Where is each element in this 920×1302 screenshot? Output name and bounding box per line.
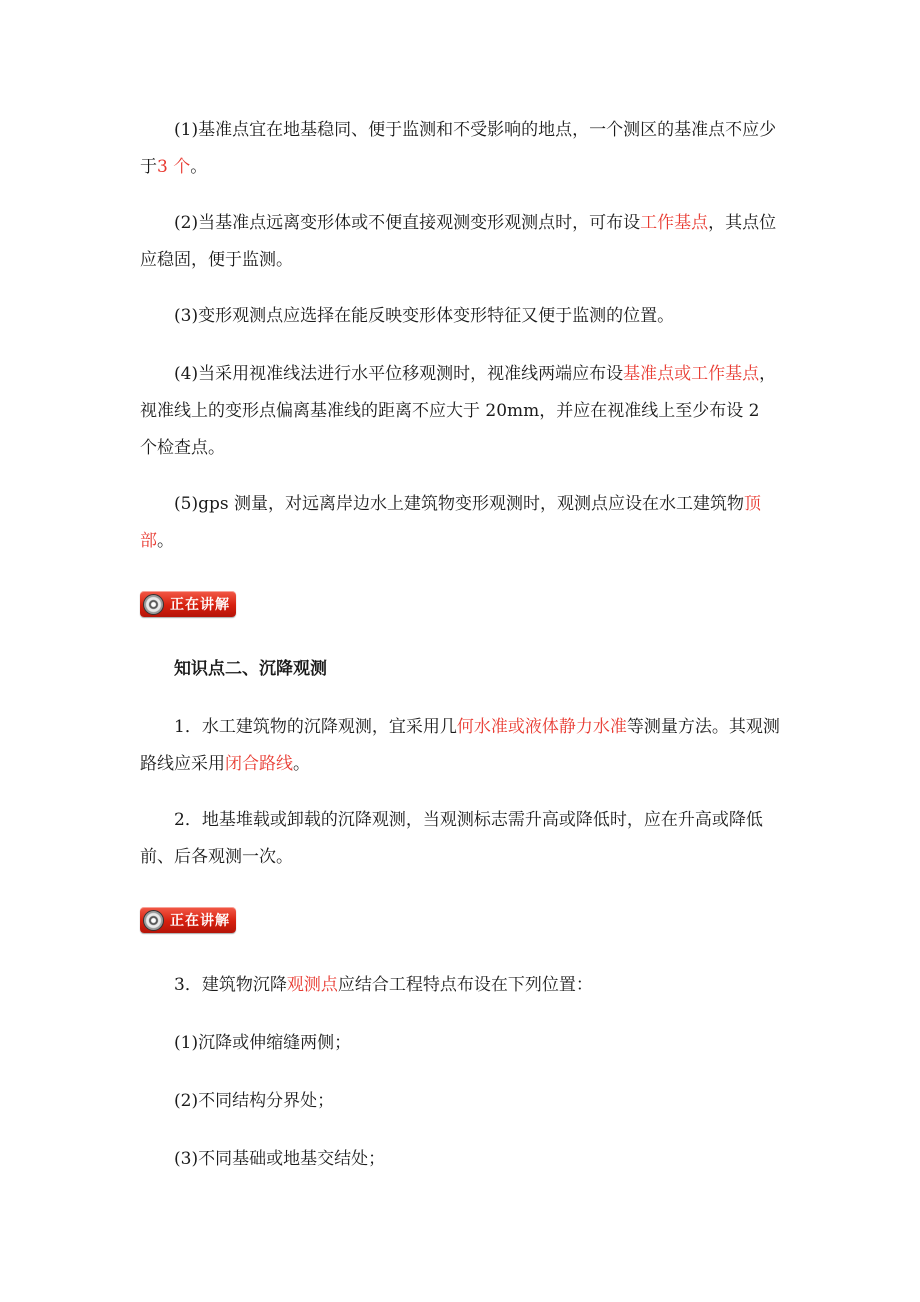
highlight-text: 何水准或液体静力水准 <box>456 717 627 737</box>
cd-disc-icon <box>143 910 164 931</box>
paragraph-benchmark-stability: (1)基准点宜在地基稳同、便于监测和不受影响的地点，一个测区的基准点不应少于3 个。 <box>140 120 777 177</box>
lecture-badge[interactable] <box>140 907 236 933</box>
list-item: (2)不同结构分界处； <box>174 1091 335 1111</box>
badge-label: 正在讲解 <box>170 913 230 929</box>
highlight-text: 观测点 <box>286 975 338 995</box>
highlight-text: 工作基点 <box>640 213 709 233</box>
lecture-badge[interactable] <box>140 591 236 617</box>
paragraph-working-basepoint: (2)当基准点远离变形体或不便直接观测变形观测点时，可布设工作基点，其点位应稳固，便于监测。 <box>140 213 777 270</box>
cd-disc-icon <box>143 594 164 615</box>
paragraph-deformation-point: (3)变形观测点应选择在能反映变形体变形特征又便于监测的位置。 <box>174 306 675 326</box>
highlight-text: 闭合路线 <box>225 754 293 774</box>
list-item: (1)沉降或伸缩缝两侧； <box>174 1033 352 1053</box>
paragraph-collimation-line: (4)当采用视准线法进行水平位移观测时，视准线两端应布设基准点或工作基点，视准线上的变形点偏离基准线的距离不应大于 20mm，并应在视准线上至少布设 2 个检查点。 <box>140 364 777 458</box>
highlight-text: 顶部 <box>140 494 761 551</box>
highlight-text: 3 个 <box>157 157 191 177</box>
paragraph-settlement-points: 3．建筑物沉降观测点应结合工程特点布设在下列位置： <box>174 975 593 995</box>
highlight-text: 基准点或工作基点 <box>623 364 760 384</box>
list-item: (3)不同基础或地基交结处； <box>174 1149 386 1169</box>
paragraph-loading-settlement: 2．地基堆载或卸载的沉降观测，当观测标志需升高或降低时，应在升高或降低前、后各观测一次。 <box>140 810 763 867</box>
paragraph-settlement-method: 1．水工建筑物的沉降观测，宜采用几何水准或液体静力水准等测量方法。其观测路线应采用闭合路线。 <box>140 717 780 774</box>
badge-label: 正在讲解 <box>170 597 230 613</box>
paragraph-gps-measurement: (5)gps 测量，对远离岸边水上建筑物变形观测时，观测点应设在水工建筑物顶部。 <box>140 494 761 551</box>
section-heading: 知识点二、沉降观测 <box>174 659 327 679</box>
